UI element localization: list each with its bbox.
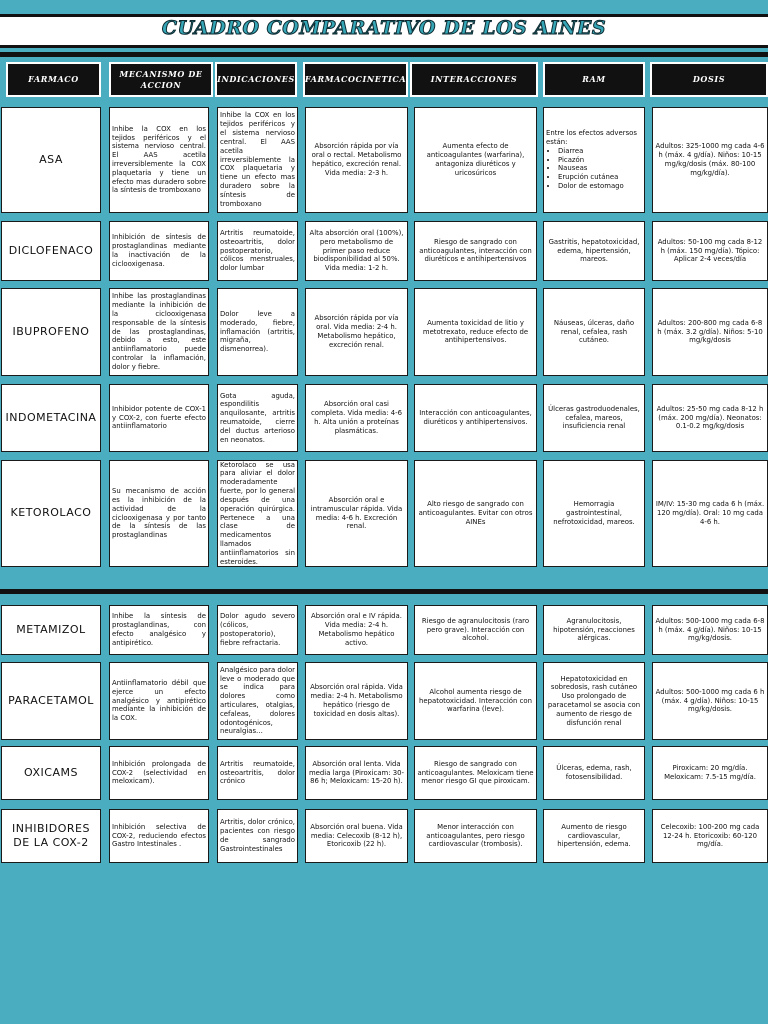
cell-text: Interacción con anticoagulantes, diuréticos y antihipertensivos. <box>419 409 532 426</box>
cell-farmacocinetica <box>305 107 408 213</box>
cell-text: Alcohol aumenta riesgo de hepatotoxicidad. Interacción con warfarina (leve). <box>419 687 532 714</box>
header-interacciones: INTERACCIONES <box>410 62 538 97</box>
cell-farmaco <box>1 605 101 655</box>
cell-text: Piroxicam: 20 mg/día. Meloxicam: 7.5-15 mg/día. <box>664 764 756 781</box>
cell-interacciones <box>414 221 537 281</box>
cell-farmacocinetica <box>305 221 408 281</box>
cell-farmaco <box>1 384 101 452</box>
cell-indicaciones <box>217 384 298 452</box>
cell-mecanismo <box>109 746 209 800</box>
ram-intro: Entre los efectos adversos están: <box>546 129 637 146</box>
cell-farmaco <box>1 221 101 281</box>
cell-text: Inhibe la COX en los tejidos periféricos y el sistema nervioso central. El AAS acetila irreversiblemente la COX plaquetaria y tiene un efecto mas duradero sobre la síntesis de tromboxano <box>220 111 295 208</box>
cell-text: Alto riesgo de sangrado con anticoagulantes. Evitar con otros AINEs <box>418 500 533 526</box>
cell-text: Absorción oral lenta. Vida media larga (Piroxicam: 30-86 h; Meloxicam: 15-20 h). <box>308 759 405 786</box>
drug-name: METAMIZOL <box>16 622 86 636</box>
cell-text: Inhibe la síntesis de prostaglandinas, con efecto analgésico y antipirético. <box>112 612 206 647</box>
header-farmacocinetica: FARMACOCINETICA <box>303 62 408 97</box>
ram-item: • Diarrea <box>558 147 642 156</box>
cell-text: Agranulocitosis, hipotensión, reacciones alérgicas. <box>553 616 635 643</box>
cell-indicaciones <box>217 107 298 213</box>
cell-indicaciones <box>217 605 298 655</box>
cell-text: Adultos: 200-800 mg cada 6-8 h (máx. 3.2 g/día). Niños: 5-10 mg/kg/dosis <box>657 318 763 345</box>
cell-dosis <box>652 746 768 800</box>
cell-text: Riesgo de sangrado con anticoagulantes. Meloxicam tiene menor riesgo GI que piroxicam. <box>417 759 534 786</box>
cell-text: Adultos: 500-1000 mg cada 6-8 h (máx. 4 g/día). Niños: 10-15 mg/kg/dosis. <box>655 616 765 643</box>
cell-mecanismo <box>109 662 209 740</box>
cell-farmacocinetica <box>305 662 408 740</box>
cell-farmacocinetica <box>305 384 408 452</box>
ram-item: • Erupción cutánea <box>558 173 642 182</box>
cell-interacciones <box>414 605 537 655</box>
cell-farmacocinetica <box>305 288 408 376</box>
cell-text: Inhibidor potente de COX-1 y COX-2, con fuerte efecto antiinflamatorio <box>112 404 206 431</box>
drug-name: DICLOFENACO <box>8 243 94 257</box>
cell-farmacocinetica <box>305 605 408 655</box>
cell-dosis <box>652 605 768 655</box>
header-indicaciones: INDICACIONES <box>215 62 297 97</box>
header-farmaco: FARMACO <box>6 62 101 97</box>
cell-interacciones <box>414 288 537 376</box>
drug-name: INDOMETACINA <box>5 410 97 424</box>
cell-mecanismo <box>109 288 209 376</box>
drug-name: PARACETAMOL <box>8 693 94 707</box>
cell-text: Inhibición de síntesis de prostaglandinas mediante la inactivación de la ciclooxigenasa. <box>112 233 206 268</box>
cell-ram <box>543 384 645 452</box>
cell-text: Gastritis, hepatotoxicidad, edema, hipertensión, mareos. <box>548 237 640 264</box>
cell-text: Artritis, dolor crónico, pacientes con riesgo de sangrado Gastrointestinales <box>220 818 295 853</box>
cell-mecanismo <box>109 107 209 213</box>
cell-text: Absorción rápida por vía oral o rectal. Metabolismo hepático, excreción renal. Vida media: 2-3 h. <box>311 142 402 177</box>
cell-text: Menor interacción con anticoagulantes, pero riesgo cardiovascular (trombosis). <box>426 822 525 849</box>
cell-mecanismo <box>109 809 209 863</box>
cell-interacciones <box>414 746 537 800</box>
cell-text: Absorción oral e IV rápida. Vida media: 2-4 h. Metabolismo hepático activo. <box>311 612 402 647</box>
cell-text: Absorción oral buena. Vida media: Celecoxib (8-12 h), Etoricoxib (22 h). <box>310 822 403 849</box>
cell-text: Riesgo de sangrado con anticoagulantes, interacción con diuréticos e antihipertensivos <box>419 237 532 264</box>
ram-item: • Dolor de estomago <box>558 182 642 191</box>
cell-text: Hepatotoxicidad en sobredosis, rash cutáneo Uso prolongado de paracetamol se asocia con aumento de riesgo de disfunción renal <box>547 674 641 727</box>
divider-middle <box>0 589 768 594</box>
cell-text: Inhibición prolongada de COX-2 (selectividad en meloxicam). <box>112 759 206 786</box>
cell-ram <box>543 605 645 655</box>
cell-indicaciones <box>217 221 298 281</box>
cell-mecanismo <box>109 460 209 567</box>
cell-farmacocinetica <box>305 809 408 863</box>
cell-dosis <box>652 221 768 281</box>
cell-text: Alta absorción oral (100%), pero metabolismo de primer paso reduce biodisponibilidad al 50%. Vida media: 1-2 h. <box>309 228 404 273</box>
cell-dosis <box>652 384 768 452</box>
cell-indicaciones <box>217 746 298 800</box>
cell-mecanismo <box>109 221 209 281</box>
cell-ram <box>543 288 645 376</box>
cell-interacciones <box>414 384 537 452</box>
cell-mecanismo <box>109 605 209 655</box>
cell-farmaco <box>1 809 101 863</box>
cell-dosis <box>652 809 768 863</box>
cell-ram <box>543 221 645 281</box>
cell-text: Úlceras gastroduodenales, cefalea, mareos, insuficiencia renal <box>548 404 640 431</box>
header-ram: RAM <box>543 62 645 97</box>
cell-text: Dolor agudo severo (cólicos, postoperatorio), fiebre refractaria. <box>220 612 295 647</box>
cell-farmacocinetica <box>305 746 408 800</box>
cell-text: Náuseas, úlceras, daño renal, cefalea, rash cutáneo. <box>553 318 635 345</box>
ram-list <box>546 129 642 191</box>
header-dosis: DOSIS <box>650 62 768 97</box>
ram-item: • Picazón <box>558 156 642 165</box>
cell-text: Úlceras, edema, rash, fotosensibilidad. <box>556 764 632 781</box>
ram-item: • Nauseas <box>558 164 642 173</box>
cell-indicaciones <box>217 662 298 740</box>
cell-text: Adultos: 50-100 mg cada 8-12 h (máx. 150 mg/día). Tópico: Aplicar 2-4 veces/día <box>657 237 763 264</box>
cell-text: Gota aguda, espondilitis anquilosante, artritis reumatoide, cierre del ductus arterioso en neonatos. <box>220 391 295 444</box>
cell-farmaco <box>1 288 101 376</box>
cell-dosis <box>652 460 768 567</box>
cell-indicaciones <box>217 460 298 567</box>
cell-ram <box>543 809 645 863</box>
cell-farmaco <box>1 460 101 567</box>
drug-name: ASA <box>39 152 63 166</box>
cell-text: Analgésico para dolor leve o moderado que se indica para dolores como articulares, otalgias, cefaleas, dolores odontogénicos, neuralgias… <box>220 665 295 736</box>
divider-top <box>0 52 768 57</box>
cell-dosis <box>652 662 768 740</box>
cell-text: Aumento de riesgo cardiovascular, hipertensión, edema. <box>557 822 631 849</box>
cell-text: Absorción oral e intramuscular rápida. Vida media: 4-6 h. Excreción renal. <box>310 495 403 531</box>
cell-text: Su mecanismo de acción es la inhibición de la actividad de la ciclooxigenasa y por tanto de la síntesis de las prostaglandinas <box>112 487 206 540</box>
cell-mecanismo <box>109 384 209 452</box>
cell-text: Absorción oral rápida. Vida media: 2-4 h. Metabolismo hepático (riesgo de toxicidad en dosis altas). <box>310 683 403 718</box>
cell-ram <box>543 746 645 800</box>
drug-name: KETOROLACO <box>10 506 92 520</box>
header-mecanismo: MECANISMO DE ACCION <box>109 62 213 97</box>
cell-farmaco <box>1 107 101 213</box>
cell-text: Adultos: 25-50 mg cada 8-12 h (máx. 200 mg/día). Neonatos: 0.1-0.2 mg/kg/dosis <box>656 404 764 431</box>
cell-text: Aumenta toxicidad de litio y metotrexato, reduce efecto de antihipertensivos. <box>422 318 529 345</box>
cell-text: Inhibición selectiva de COX-2, reduciendo efectos Gastro Intestinales . <box>112 822 206 849</box>
cell-interacciones <box>414 662 537 740</box>
cell-farmacocinetica <box>305 460 408 567</box>
cell-dosis <box>652 107 768 213</box>
cell-ram <box>543 107 645 213</box>
cell-text: Absorción rápida por vía oral. Vida media: 2-4 h. Metabolismo hepático, excreción renal. <box>314 314 399 349</box>
cell-text: IM/IV: 15-30 mg cada 6 h (máx. 120 mg/día). Oral: 10 mg cada 4-6 h. <box>655 500 765 526</box>
drug-name: IBUPROFENO <box>12 324 90 338</box>
cell-interacciones <box>414 107 537 213</box>
page-title: CUADRO COMPARATIVO DE LOS AINES <box>161 17 607 39</box>
cell-text: Inhibe la COX en los tejidos periféricos y el sistema nervioso central. El AAS acetila irreversiblemente la COX plaquetaria y tiene un efecto mas duradero sobre la síntesis de tromboxano <box>112 124 206 195</box>
cell-indicaciones <box>217 288 298 376</box>
cell-text: Ketorolaco se usa para aliviar el dolor moderadamente fuerte, por lo general después de una operación quirúrgica. Pertenece a una clase de medicamentos llamados antiinflamatorios sin esteroides. <box>220 460 295 566</box>
cell-text: Artritis reumatoide, osteoartritis, dolor postoperatorio, cólicos menstruales, dolor lumbar <box>220 228 295 273</box>
drug-name: OXICAMS <box>24 765 78 779</box>
cell-text: Artritis reumatoide, osteoartritis, dolor crónico <box>220 759 295 786</box>
cell-interacciones <box>414 809 537 863</box>
cell-dosis <box>652 288 768 376</box>
cell-interacciones <box>414 460 537 567</box>
cell-ram <box>543 460 645 567</box>
cell-text: Antiinflamatorio débil que ejerce un efecto analgésico y antipirético mediante la inhibición de la COX. <box>112 678 206 723</box>
cell-text: Adultos: 325-1000 mg cada 4-6 h (máx. 4 g/día). Niños: 10-15 mg/kg/dosis (máx. 80-100 mg/kg/día). <box>655 142 765 177</box>
cell-text: Adultos: 500-1000 mg cada 6 h (máx. 4 g/día). Niños: 10-15 mg/kg/dosis. <box>655 687 765 714</box>
cell-farmaco <box>1 662 101 740</box>
cell-text: Riesgo de agranulocitosis (raro pero grave). Interacción con alcohol. <box>421 616 530 643</box>
cell-text: Inhibe las prostaglandinas mediante la inhibición de la ciclooxigenasa responsable de la síntesis de las prostaglandinas, debido a esto, este antiinflamatorio puede controlar la inflamación, dolor y fiebre. <box>112 292 206 371</box>
cell-text: Absorción oral casi completa. Vida media: 4-6 h. Alta unión a proteínas plasmáticas. <box>310 400 403 435</box>
cell-text: Celecoxib: 100-200 mg cada 12-24 h. Etoricoxib: 60-120 mg/día. <box>660 822 760 849</box>
cell-text: Aumenta efecto de anticoagulantes (warfarina), antagoniza diuréticos y uricosúricos <box>426 142 525 177</box>
cell-text: Hemorragia gastrointestinal, nefrotoxicidad, mareos. <box>553 500 635 526</box>
cell-ram <box>543 662 645 740</box>
cell-farmaco <box>1 746 101 800</box>
cell-text: Dolor leve a moderado, fiebre, inflamación (artritis, migraña, dismenorrea). <box>220 309 295 354</box>
cell-indicaciones <box>217 809 298 863</box>
drug-name: INHIBIDORES DE LA COX-2 <box>12 821 90 849</box>
